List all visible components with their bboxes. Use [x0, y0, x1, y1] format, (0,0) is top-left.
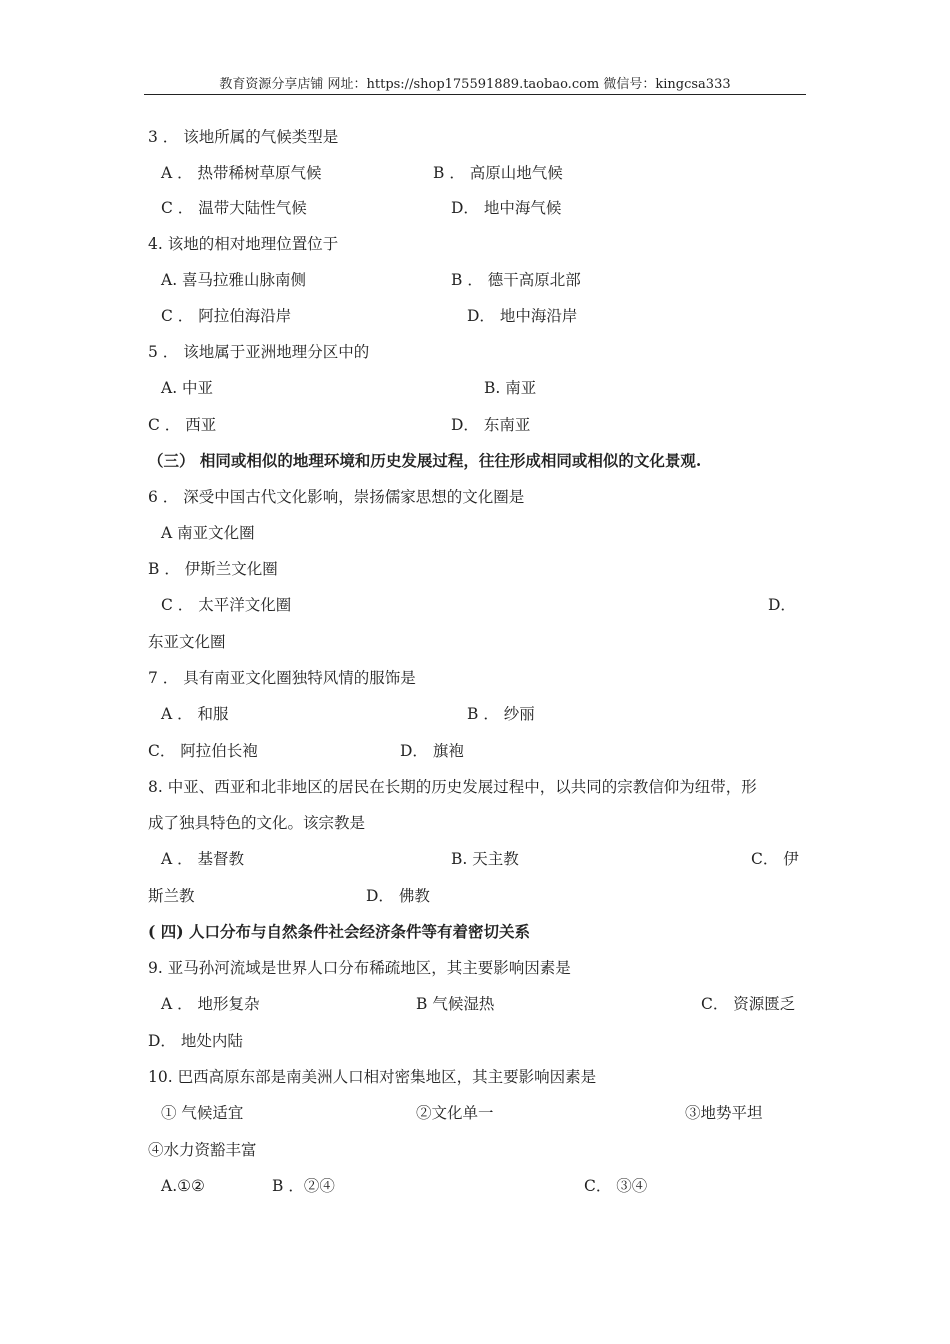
section-4-heading: ( 四) 人口分布与自然条件社会经济条件等有着密切关系	[148, 922, 530, 941]
q10-item-2: ②文化单一	[416, 1104, 494, 1122]
section-3-heading: （三） 相同或相似的地理环境和历史发展过程，往往形成相同或相似的文化景观.	[148, 451, 702, 470]
q3-option-a: A ． 热带稀树草原气候	[161, 164, 322, 182]
q6-option-d-label: D．	[768, 596, 796, 614]
q7-option-d: D． 旗袍	[400, 742, 464, 760]
q8-option-a: A ． 基督教	[161, 850, 245, 868]
header-rule	[144, 94, 806, 95]
q4-option-d: D． 地中海沿岸	[467, 307, 578, 325]
q3-option-b: B ． 高原山地气候	[433, 164, 563, 182]
q6-stem: 6 ． 深受中国古代文化影响，崇扬儒家思想的文化圈是	[148, 488, 525, 506]
q8-stem-line2: 成了独具特色的文化。该宗教是	[148, 814, 366, 832]
q9-option-d: D． 地处内陆	[148, 1032, 243, 1050]
q8-option-c-part2: 斯兰教	[148, 887, 195, 905]
q3-stem: 3 ． 该地所属的气候类型是	[148, 128, 339, 146]
q5-option-b: B. 南亚	[484, 379, 537, 397]
q6-option-a: A 南亚文化圈	[161, 524, 255, 542]
q7-option-a: A ． 和服	[161, 705, 229, 723]
q7-stem: 7 ． 具有南亚文化圈独特风情的服饰是	[148, 669, 416, 687]
q10-item-4: ④水力资豁丰富	[148, 1141, 257, 1159]
q6-option-b: B ． 伊斯兰文化圈	[148, 560, 278, 578]
q8-option-d: D． 佛教	[366, 887, 430, 905]
q8-option-c-part1: C． 伊	[751, 850, 799, 868]
q4-option-b: B ． 德干高原北部	[451, 271, 581, 289]
q10-option-c: C． ③④	[584, 1177, 648, 1195]
q4-option-a: A. 喜马拉雅山脉南侧	[161, 271, 307, 289]
q6-option-d-text: 东亚文化圈	[148, 633, 226, 651]
q5-option-d: D． 东南亚	[451, 416, 531, 434]
q10-item-3: ③地势平坦	[685, 1104, 763, 1122]
q8-stem-line1: 8. 中亚、西亚和北非地区的居民在长期的历史发展过程中，以共同的宗教信仰为纽带，形	[148, 778, 757, 796]
q9-option-c: C． 资源匮乏	[701, 995, 796, 1013]
q9-option-b: B 气候湿热	[416, 995, 495, 1013]
q10-stem: 10. 巴西高原东部是南美洲人口相对密集地区，其主要影响因素是	[148, 1068, 597, 1086]
page-header: 教育资源分享店铺 网址：https://shop175591889.taobao.com 微信号：kingcsa333	[219, 77, 731, 92]
q3-option-d: D． 地中海气候	[451, 199, 562, 217]
q5-stem: 5 ． 该地属于亚洲地理分区中的	[148, 343, 370, 361]
q8-option-b: B. 天主教	[451, 850, 519, 868]
q6-option-c: C ． 太平洋文化圈	[161, 596, 292, 614]
q9-option-a: A ． 地形复杂	[161, 995, 260, 1013]
q5-option-c: C ． 西亚	[148, 416, 217, 434]
q3-option-c: C ． 温带大陆性气候	[161, 199, 307, 217]
q7-option-c: C． 阿拉伯长袍	[148, 742, 258, 760]
q10-option-b: B ．②④	[272, 1177, 335, 1195]
q9-stem: 9. 亚马孙河流域是世界人口分布稀疏地区，其主要影响因素是	[148, 959, 571, 977]
q10-option-a: A.①②	[161, 1177, 205, 1195]
q10-item-1: ① 气候适宜	[161, 1104, 244, 1122]
q5-option-a: A. 中亚	[161, 379, 214, 397]
q7-option-b: B ． 纱丽	[467, 705, 535, 723]
q4-option-c: C ． 阿拉伯海沿岸	[161, 307, 292, 325]
q4-stem: 4. 该地的相对地理位置位于	[148, 235, 339, 253]
